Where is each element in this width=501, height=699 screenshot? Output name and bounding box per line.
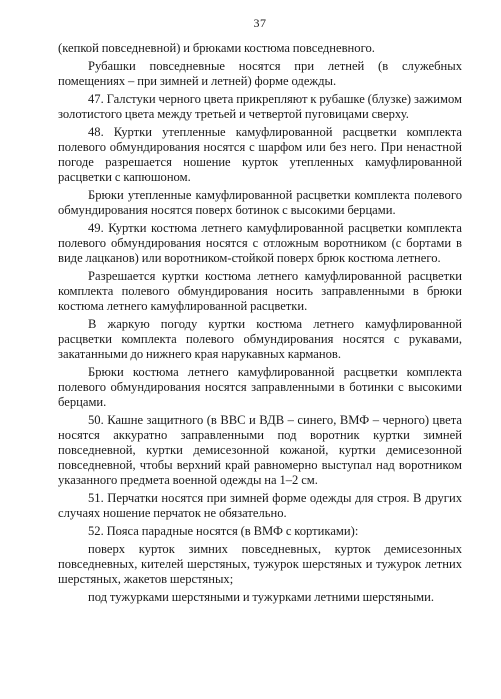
paragraph-shirts: Рубашки повседневные носятся при летней (в служебных помещениях – при зимней и летней) форме одежды.: [58, 59, 462, 88]
paragraph-hot-weather: В жаркую погоду куртки костюма летнего камуфлированной расцветки комплекта полевого обмундирования носятся с рукавами, закатанными до нижнего края нарукавных карманов.: [58, 317, 462, 361]
paragraph-belts-under: под тужурками шерстяными и тужурками летними шерстяными.: [88, 590, 435, 604]
paragraph-49-summer-jackets: 49. Куртки костюма летнего камуфлированной расцветки комплекта полевого обмундирования носятся с отложным воротником (с бортами в виде лацканов) или воротником-стойкой поверх брюк костюма летнего.: [58, 221, 462, 265]
document-page: [58, 16, 462, 692]
paragraph-47-ties: 47. Галстуки черного цвета прикрепляют к рубашке (блузке) зажимом золотистого цвета между третьей и четвертой пуговицами сверху.: [58, 92, 462, 121]
paragraph-summer-jackets-tucked: Разрешается куртки костюма летнего камуфлированной расцветки комплекта полевого обмундирования носить заправленными в брюки костюма летнего камуфлированной расцветки.: [58, 269, 462, 313]
paragraph-trousers-insulated: Брюки утепленные камуфлированной расцветки комплекта полевого обмундирования носятся поверх ботинок с высокими берцами.: [58, 188, 462, 217]
paragraph-50-scarves: 50. Кашне защитного (в ВВС и ВДВ – синего, ВМФ – черного) цвета носятся аккуратно заправленными под воротник куртки зимней повседневной, куртки демисезонной кожаной, куртки демисезонной повседневной, чтобы верхний край равномерно выступал над воротником указанного предмета военной одежды на 1–2 см.: [58, 413, 462, 487]
paragraph-51-gloves: 51. Перчатки носятся при зимней форме одежды для строя. В других случаях ношение перчаток не обязательно.: [58, 491, 462, 520]
paragraph-belts-over: поверх курток зимних повседневных, курток демисезонных повседневных, кителей шерстяных, тужурок шерстяных и тужурок летних шерстяных, жакетов шерстяных;: [58, 542, 462, 586]
page-number: 37: [253, 16, 267, 30]
paragraph-48-jackets-insulated: 48. Куртки утепленные камуфлированной расцветки комплекта полевого обмундирования носятся с шарфом или без него. При ненастной погоде разрешается ношение курток утепленных камуфлированной расцветки с капюшоном.: [58, 125, 462, 184]
paragraph-52-belts: 52. Пояса парадные носятся (в ВМФ с кортиками):: [88, 524, 359, 538]
paragraph-summer-trousers: Брюки костюма летнего камуфлированной расцветки комплекта полевого обмундирования носятся заправленными в ботинки с высокими берцами.: [58, 365, 462, 409]
paragraph-continuation: (кепкой повседневной) и брюками костюма повседневного.: [58, 41, 375, 55]
